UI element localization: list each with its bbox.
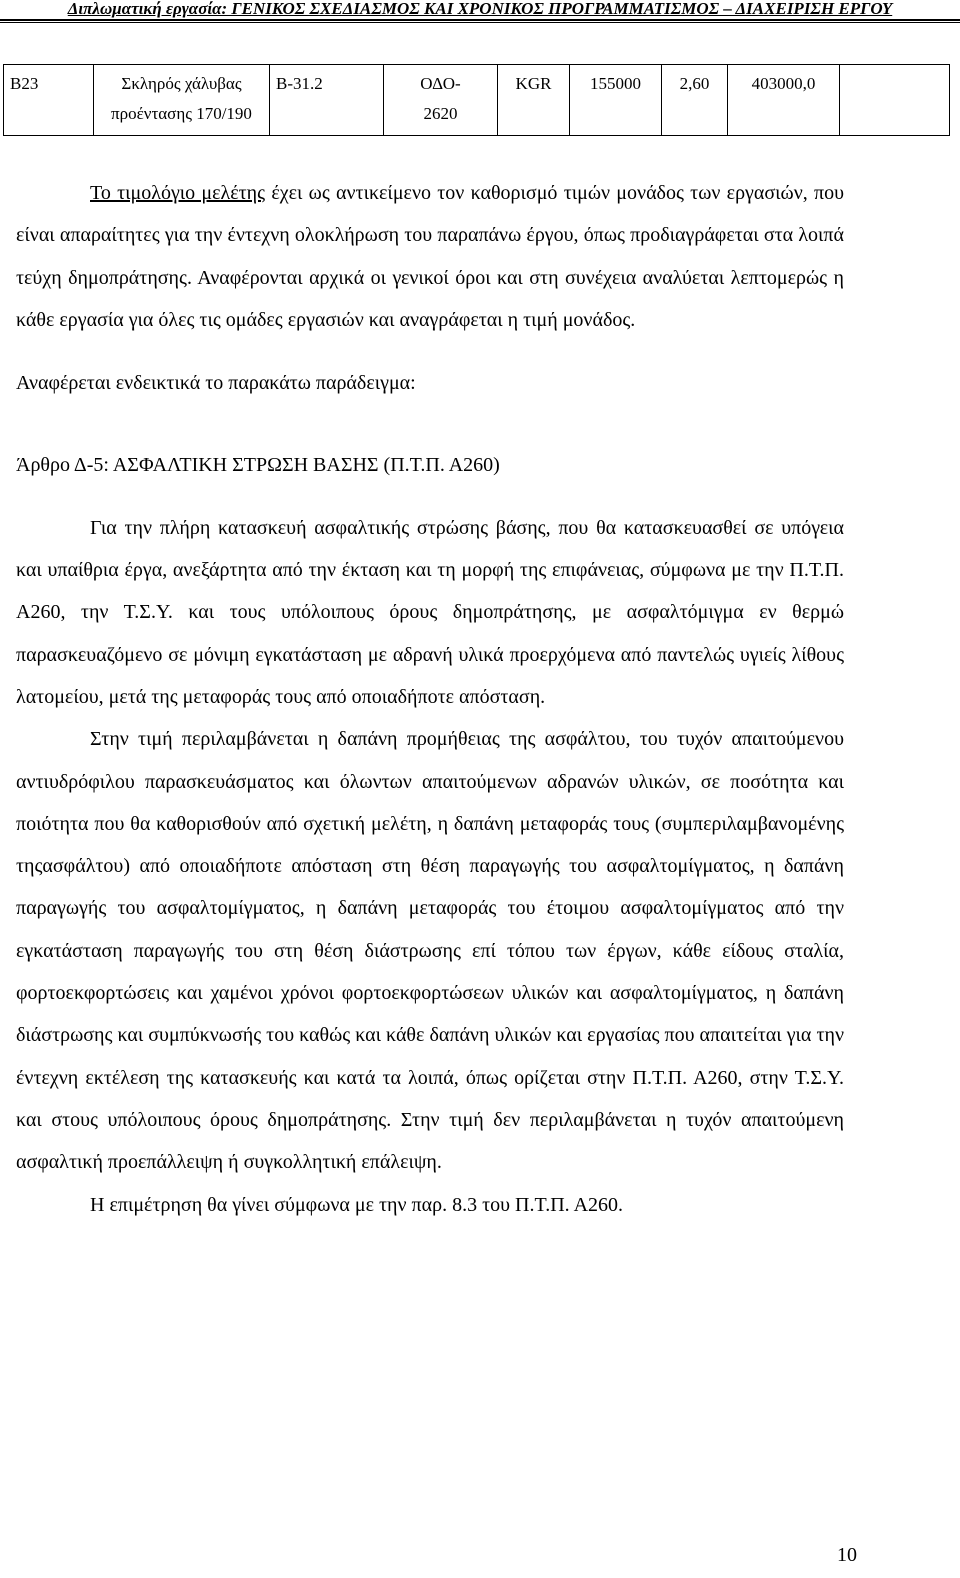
- intro-paragraph-text: έχει ως αντικείμενο τον καθορισμό τιμών μονάδος των εργασιών, που είναι απαραίτητες για την έντεχνη ολοκλήρωση του παραπάνω έργου, όπως προδιαγράφεται στα λοιπά τεύχη δημοπράτησης. Αναφέρονται αρχικά οι γενικοί όροι και στη συνέχεια αναλύεται λεπτομερώς η κάθε εργασία για όλες τις ομάδες εργασιών και αναγράφεται η τιμή μονάδος.: [16, 182, 845, 331]
- description-line-2: προέντασης 170/190: [111, 104, 252, 123]
- cell-empty: [840, 65, 950, 136]
- article-paragraph-2: Στην τιμή περιλαμβάνεται η δαπάνη προμήθειας της ασφάλτου, του τυχόν απαιτούμενου αντιυδρόφιλου παρασκευάσματος και όλωντων απαιτούμενων αδρανών υλικών, σε ποσότητα και ποιότητα που θα καθορισθούν από σχετική μελέτη, η δαπάνη μεταφοράς τους (συμπεριλαμβανομένης τηςασφάλτου) από οποιαδήποτε απόσταση στη θέση παραγωγής του ασφαλτομίγματος, η δαπάνη παραγωγής του ασφαλτομίγματος, η δαπάνη μεταφοράς του έτοιμου ασφαλτομίγματος από την εγκατάσταση παραγωγής του στη θέση διάστρωσης επί τόπου των έργων, κάθε είδους σταλία, φορτοεκφορτώσεις και χαμένοι χρόνοι φορτοεκφορτώσεων υλικών και ασφαλτομίγματος, η δαπάνη διάστρωσης και συμπύκνωσής του καθώς και κάθε δαπάνη υλικών και εργασίας που απαιτείται για την έντεχνη εκτέλεση της κατασκευής και κατά τα λοιπά, όπως ορίζεται στην Π.Τ.Π. Α260, στην Τ.Σ.Υ. και στους υπόλοιπους όρους δημοπράτησης. Στην τιμή δεν περιλαμβάνεται η τυχόν απαιτούμενη ασφαλτική προεπάλλειψη ή συγκολλητική επάλειψη.: [16, 728, 844, 1174]
- cell-total: 403000,0: [728, 65, 840, 136]
- reference-line-1: ΟΔΟ-: [420, 74, 461, 93]
- description-line-1: Σκληρός χάλυβας: [121, 74, 242, 93]
- cell-article: B-31.2: [270, 65, 384, 136]
- price-table: [3, 64, 950, 136]
- cell-code: B23: [4, 65, 94, 136]
- intro-paragraph: [16, 172, 844, 341]
- cell-description: [94, 65, 270, 136]
- page-number: 10: [837, 1544, 857, 1566]
- article-paragraph-1: Για την πλήρη κατασκευή ασφαλτικής στρώσης βάσης, που θα κατασκευασθεί σε υπόγεια και υπαίθρια έργα, ανεξάρτητα από την έκταση και τη μορφή της επιφάνειας, σύμφωνα με την Π.Τ.Π. Α260, την Τ.Σ.Υ. και τους υπόλοιπους όρους δημοπράτησης, με ασφαλτόμιγμα εν θερμώ παρασκευαζόμενο σε μόνιμη εγκατάσταση με αδρανή υλικά προερχόμενα από παντελώς υγιείς λίθους λατομείου, μετά της μεταφοράς τους από οποιαδήποτε απόσταση.: [16, 516, 844, 708]
- reference-line-2: 2620: [423, 104, 458, 123]
- cell-unit-price: 2,60: [662, 65, 728, 136]
- cell-unit: KGR: [498, 65, 570, 136]
- header-rule-thin: [0, 22, 960, 23]
- header-title: Διπλωματική εργασία: ΓΕΝΙΚΟΣ ΣΧΕΔΙΑΣΜΟΣ ΚΑΙ ΧΡΟΝΙΚΟΣ ΠΡΟΓΡΑΜΜΑΤΙΣΜΟΣ – ΔΙΑΧΕΙΡΙΣΗ ΕΡΓΟΥ: [67, 0, 893, 18]
- cell-reference: [384, 65, 498, 136]
- article-title: Άρθρο Δ-5: ΑΣΦΑΛΤΙΚΗ ΣΤΡΩΣΗ ΒΑΣΗΣ (Π.Τ.Π. Α260): [16, 454, 500, 477]
- cell-quantity: 155000: [570, 65, 662, 136]
- article-paragraph-3: Η επιμέτρηση θα γίνει σύμφωνα με την παρ. 8.3 του Π.Τ.Π. Α260.: [90, 1193, 624, 1216]
- example-intro: Αναφέρεται ενδεικτικά το παρακάτω παράδειγμα:: [16, 372, 416, 395]
- table-row: [4, 65, 950, 136]
- body-text: [16, 172, 844, 1226]
- running-header: [0, 0, 960, 30]
- intro-underlined-term: Το τιμολόγιο μελέτης: [90, 182, 266, 204]
- header-rule: [0, 19, 960, 21]
